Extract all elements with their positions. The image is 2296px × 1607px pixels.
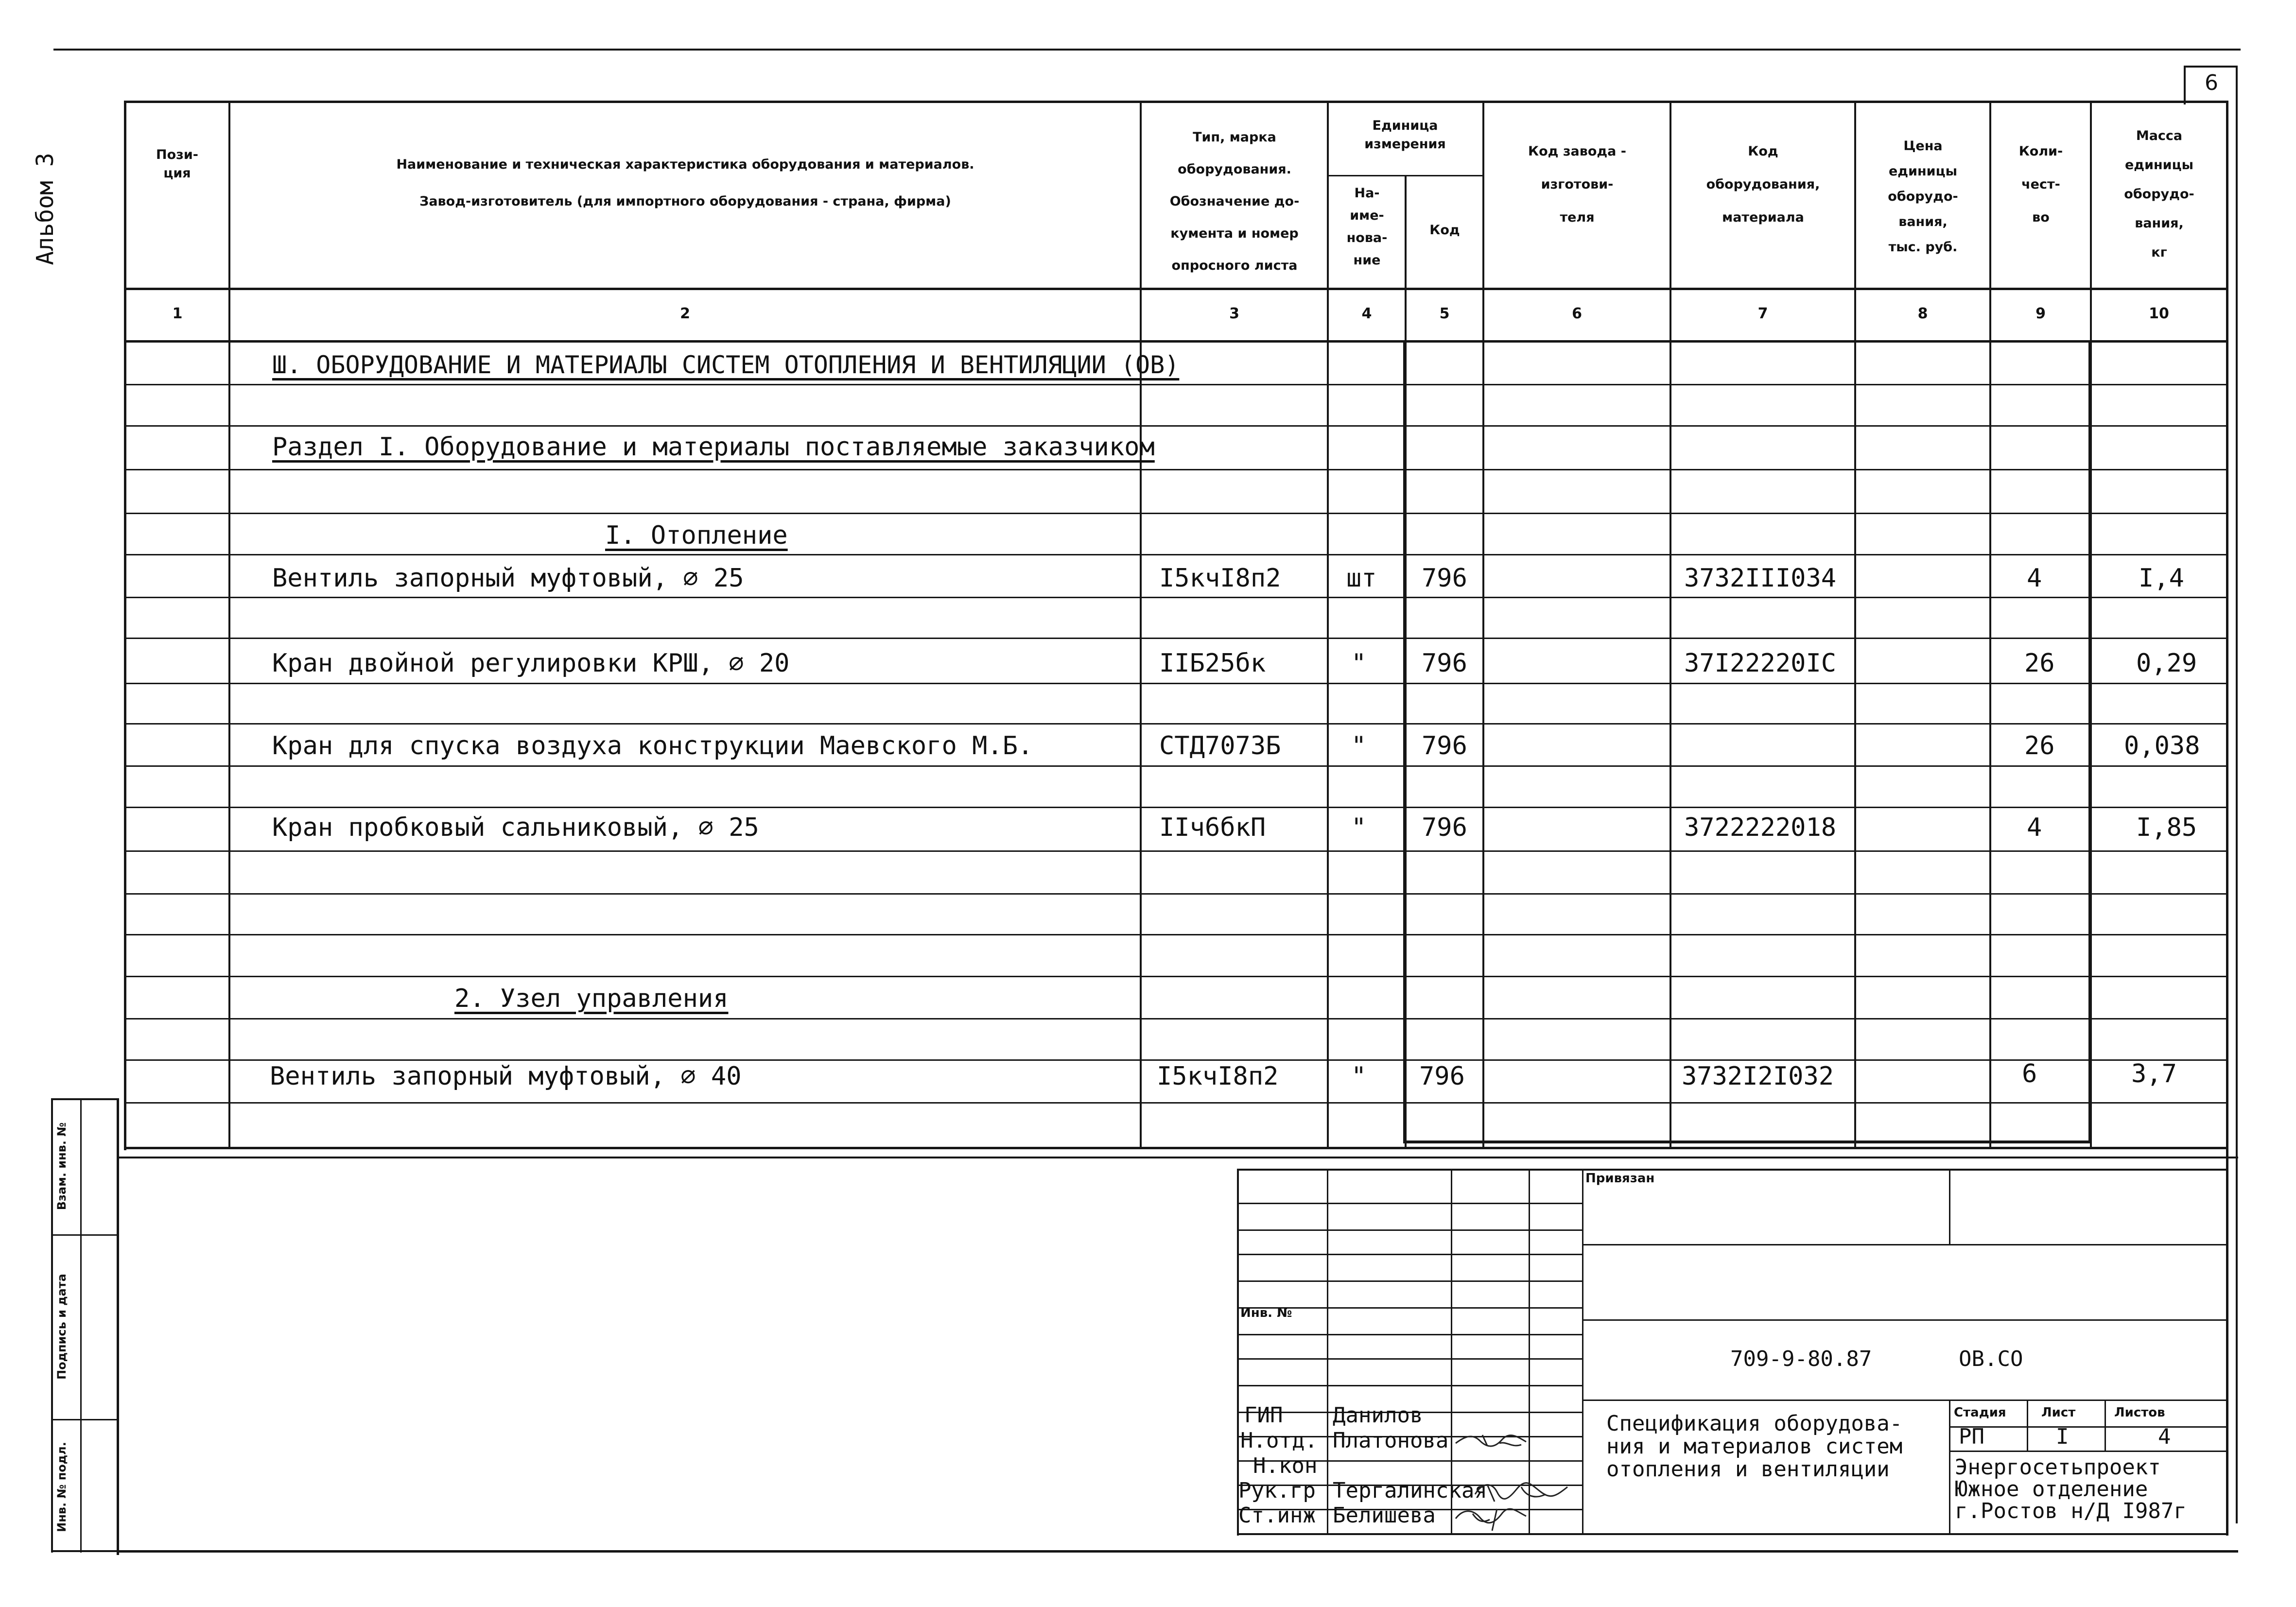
row-1-code: 796 (1422, 564, 1467, 593)
row-5-unit: " (1351, 1062, 1367, 1091)
col-number-5: 5 (1439, 305, 1450, 322)
col-number-9: 9 (2035, 305, 2046, 322)
col-number-2: 2 (680, 305, 690, 322)
row-2-quantity: 26 (2024, 649, 2055, 678)
role-gip: ГИП (1244, 1403, 1283, 1428)
row-2-code: 796 (1422, 649, 1467, 678)
col-number-4: 4 (1361, 305, 1372, 322)
signature-belisheva (1453, 1499, 1531, 1533)
row-1-mass: I,4 (2139, 564, 2184, 593)
header-mass: Масса единицы оборудо- вания, кг (2124, 128, 2194, 260)
sheet-number: 6 (2205, 70, 2218, 95)
album-label: Альбом 3 (32, 153, 59, 265)
col-number-10: 10 (2149, 305, 2169, 322)
col-number-1: 1 (172, 305, 183, 322)
col-number-8: 8 (1917, 305, 1928, 322)
row-3-mass: 0,038 (2124, 731, 2200, 760)
row-5-mass: 3,7 (2131, 1059, 2177, 1089)
sheets-label: Листов (2114, 1405, 2165, 1420)
row-3-code: 796 (1422, 731, 1467, 760)
header-unit-name: На- име- нова- ние (1346, 186, 1388, 268)
header-unit-code: Код (1429, 223, 1460, 238)
row-4-code: 796 (1422, 813, 1467, 842)
role-head-dept: Н.отд. (1240, 1428, 1318, 1453)
name-senior-engineer: Белишева (1333, 1503, 1436, 1528)
org-line-1: Энергосетьпроект (1955, 1455, 2161, 1480)
row-1-unit: шт (1346, 564, 1377, 593)
role-group-lead: Рук.гр (1238, 1478, 1316, 1503)
row-2-name: Кран двойной регулировки КРШ, ∅ 20 (272, 649, 790, 678)
row-3-unit: " (1351, 731, 1367, 760)
row-3-name: Кран для спуска воздуха конструкции Маевского М.Б. (272, 731, 1033, 760)
row-4-quantity: 4 (2027, 813, 2042, 842)
row-3-type: СТД7073Б (1159, 731, 1281, 760)
row-5-code: 796 (1419, 1062, 1465, 1091)
row-2-mass: 0,29 (2136, 649, 2197, 678)
row-1-quantity: 4 (2027, 564, 2042, 593)
inv-no-label: Инв. № (1240, 1306, 1292, 1320)
group-title-control-unit: 2. Узел управления (454, 984, 729, 1013)
row-3-quantity: 26 (2024, 731, 2055, 760)
stage-label: Стадия (1954, 1405, 2006, 1420)
row-5-name: Вентиль запорный муфтовый, ∅ 40 (270, 1062, 742, 1091)
section-title: Ш. ОБОРУДОВАНИЕ И МАТЕРИАЛЫ СИСТЕМ ОТОПЛЕНИЯ И ВЕНТИЛЯЦИИ (ОВ) (272, 351, 1180, 379)
row-1-material-code: 3732III034 (1684, 564, 1837, 593)
role-senior-engineer: Ст.инж (1238, 1503, 1316, 1528)
row-2-material-code: 37I22220IС (1684, 649, 1837, 678)
stamp-inv-original: Инв. № подл. (55, 1442, 69, 1532)
signature-platonova (1453, 1426, 1531, 1455)
row-5-material-code: 3732I2I032 (1682, 1062, 1834, 1091)
privyazan-label: Привязан (1585, 1171, 1655, 1186)
org-line-3: г.Ростов н/Д I987г (1955, 1499, 2187, 1523)
header-name: Наименование и техническая характеристика оборудования и материалов. Завод-изготовитель (для импортного оборудования - страна, фирма) (396, 157, 974, 209)
row-2-type: IIБ25бк (1159, 649, 1266, 678)
sheet-value: I (2056, 1424, 2069, 1449)
document-mark: ОВ.СО (1959, 1347, 2023, 1371)
name-head-dept: Платонова (1333, 1428, 1449, 1453)
subsection-title: Раздел I. Оборудование и материалы поставляемые заказчиком (272, 432, 1155, 462)
col-number-6: 6 (1572, 305, 1582, 322)
row-4-unit: " (1351, 813, 1367, 842)
org-line-2: Южное отделение (1955, 1477, 2148, 1502)
row-4-name: Кран пробковый сальниковый, ∅ 25 (272, 813, 759, 842)
row-5-type: I5кчI8п2 (1157, 1062, 1279, 1091)
name-gip: Данилов (1333, 1403, 1423, 1428)
row-2-unit: " (1351, 649, 1367, 678)
sheets-value: 4 (2158, 1424, 2171, 1449)
doc-title-line-3: отопления и вентиляции (1606, 1457, 1890, 1482)
row-1-name: Вентиль запорный муфтовый, ∅ 25 (272, 564, 744, 593)
document-code: 709-9-80.87 (1730, 1347, 1872, 1371)
name-group-lead: Тергалинская (1333, 1478, 1487, 1503)
doc-title-line-2: ния и материалов систем (1606, 1434, 1903, 1459)
header-type: Тип, марка оборудования. Обозначение до- кумента и номер опросного листа (1169, 130, 1300, 273)
sheet-label: Лист (2041, 1405, 2076, 1420)
role-norm-control: Н.кон (1253, 1453, 1318, 1478)
header-factory-code: Код завода - изготови- теля (1528, 144, 1626, 225)
header-unit: Единица измерения (1364, 118, 1446, 152)
stamp-replaced-inv: Взам. инв. № (55, 1122, 69, 1210)
row-1-type: I5кчI8п2 (1159, 564, 1281, 593)
row-5-quantity: 6 (2022, 1059, 2037, 1089)
doc-title-line-1: Спецификация оборудова- (1606, 1411, 1903, 1436)
header-quantity: Коли- чест- во (2018, 144, 2063, 225)
header-material-code: Код оборудования, материала (1706, 144, 1820, 225)
col-number-7: 7 (1757, 305, 1768, 322)
stage-value: РП (1959, 1424, 1984, 1449)
col-number-3: 3 (1229, 305, 1239, 322)
stamp-signature-date: Подпись и дата (55, 1274, 69, 1380)
header-price: Цена единицы оборудо- вания, тыс. руб. (1888, 138, 1958, 255)
row-4-material-code: 3722222018 (1684, 813, 1837, 842)
header-position: Пози- ция (156, 147, 198, 181)
row-4-mass: I,85 (2136, 813, 2197, 842)
group-title-heating: I. Отопление (605, 521, 788, 550)
row-4-type: IIч6бкП (1159, 813, 1266, 842)
